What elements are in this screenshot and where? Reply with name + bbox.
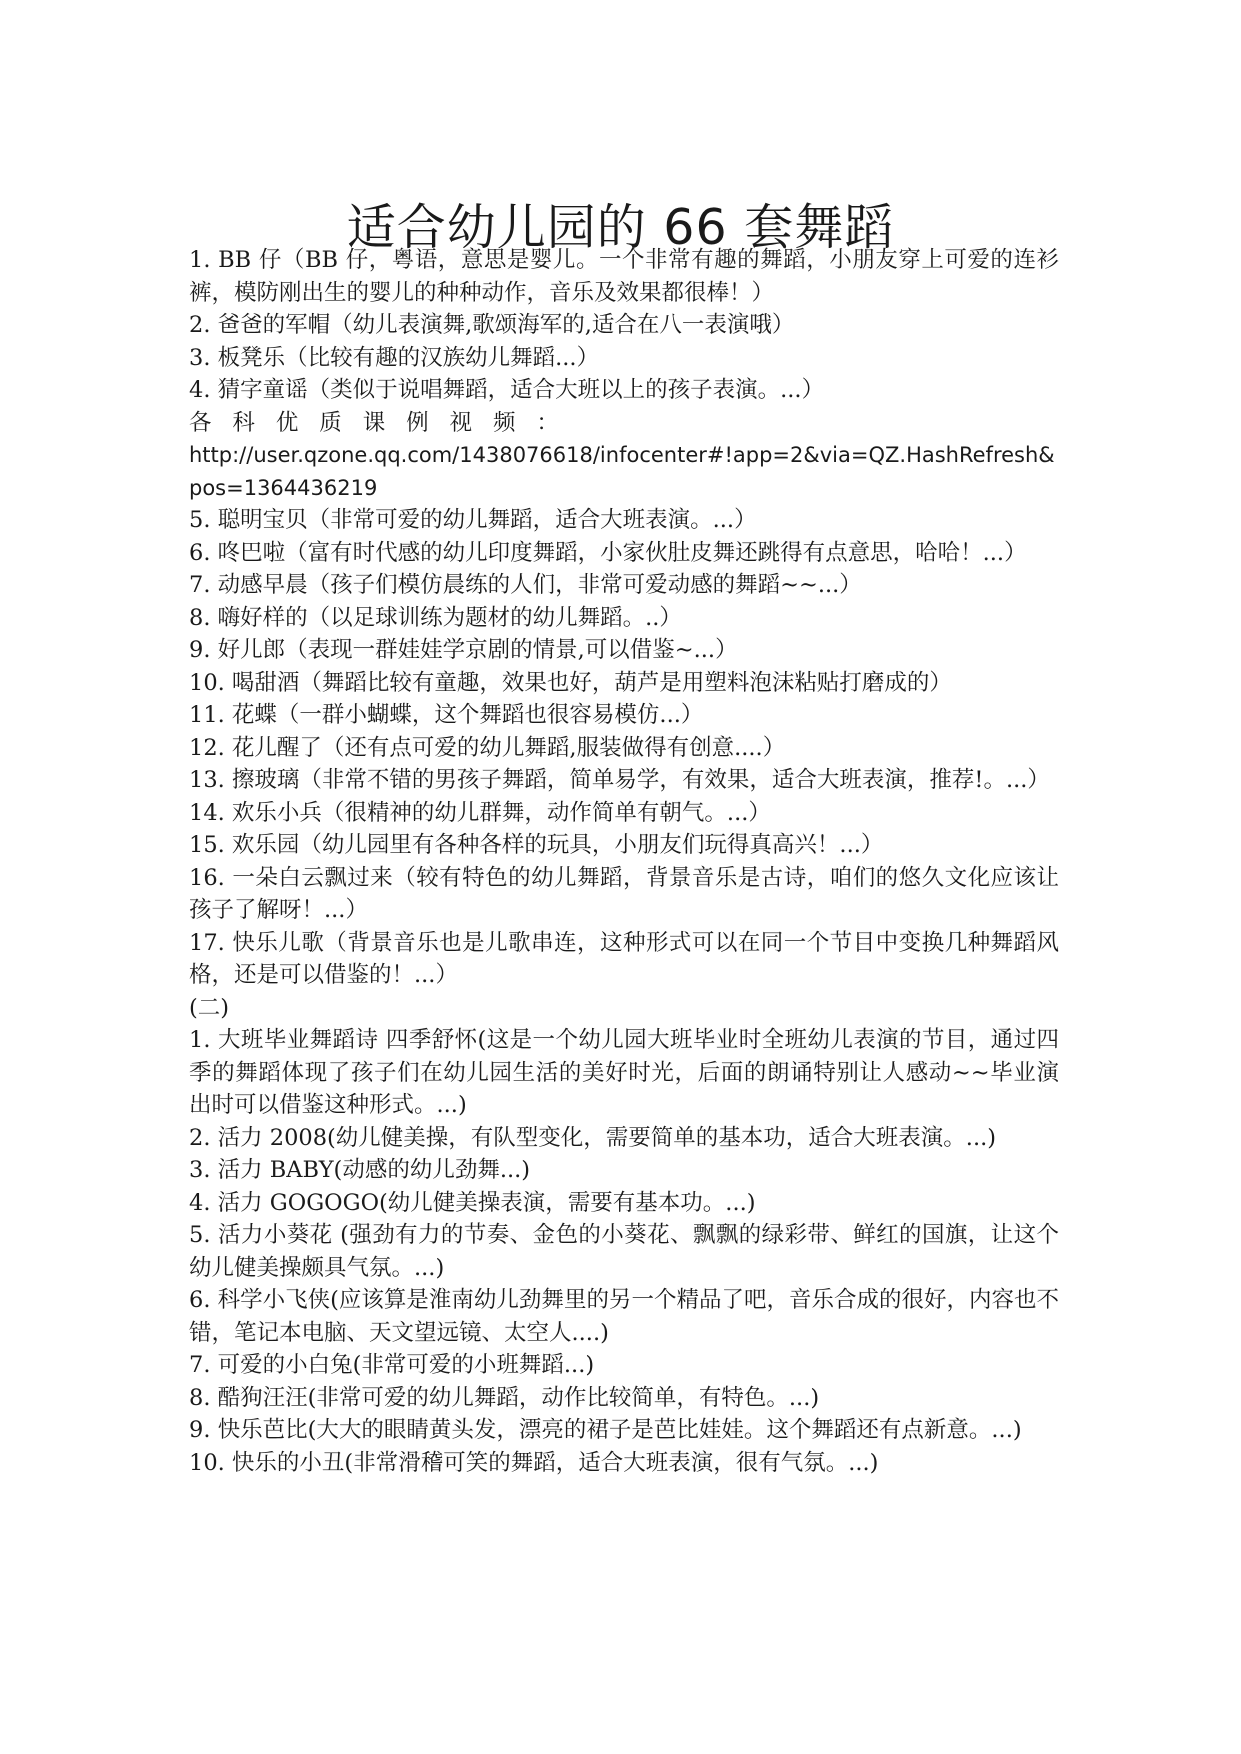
list-item: 4. 猜字童谣（类似于说唱舞蹈，适合大班以上的孩子表演。...） — [189, 377, 825, 403]
list-item: 9. 快乐芭比(大大的眼睛黄头发，漂亮的裙子是芭比娃娃。这个舞蹈还有点新意。...) — [189, 1417, 1022, 1443]
list-item: 7. 动感早晨（孩子们模仿晨练的人们，非常可爱动感的舞蹈~~...） — [189, 572, 862, 598]
list-item: 8. 酷狗汪汪(非常可爱的幼儿舞蹈，动作比较简单，有特色。...) — [189, 1384, 820, 1411]
list-item: 8. 嗨好样的（以足球训练为题材的幼儿舞蹈。..） — [189, 604, 682, 631]
list-item: 1. 大班毕业舞蹈诗 四季舒怀(这是一个幼儿园大班毕业时全班幼儿表演的节目，通过四季的舞蹈体现了孩子们在幼儿园生活的美好时光，后面的朗诵特别让人感动~~毕业演出时可以借鉴这种形式。...) — [189, 1027, 1059, 1118]
list-item: 1. BB 仔（BB 仔，粤语，意思是婴儿。一个非常有趣的舞蹈，小朋友穿上可爱的连衫裤，模防刚出生的婴儿的种种动作，音乐及效果都很棒！） — [189, 247, 1059, 306]
list-item: 3. 板凳乐（比较有趣的汉族幼儿舞蹈...） — [189, 344, 600, 371]
list-item: 10. 快乐的小丑(非常滑稽可笑的舞蹈，适合大班表演，很有气氛。...) — [189, 1449, 879, 1476]
video-label-char: 各 — [189, 409, 212, 436]
list-item: 4. 活力 GOGOGO(幼儿健美操表演，需要有基本功。...) — [189, 1189, 756, 1216]
list-item: 9. 好儿郎（表现一群娃娃学京剧的情景,可以借鉴~...） — [189, 637, 738, 663]
list-item: 16. 一朵白云飘过来（较有特色的幼儿舞蹈，背景音乐是古诗，咱们的悠久文化应该让孩子了解呀！...） — [189, 864, 1059, 923]
list-item: 12. 花儿醒了（还有点可爱的幼儿舞蹈,服装做得有创意....） — [189, 734, 786, 761]
list-item: 3. 活力 BABY(动感的幼儿劲舞...) — [189, 1157, 531, 1183]
video-label-char: ： — [536, 409, 559, 436]
list-item: 15. 欢乐园（幼儿园里有各种各样的玩具，小朋友们玩得真高兴！...） — [189, 832, 884, 858]
list-item: 14. 欢乐小兵（很精神的幼儿群舞，动作简单有朝气。...） — [189, 799, 771, 826]
list-item: 11. 花蝶（一群小蝴蝶，这个舞蹈也很容易模仿...） — [189, 702, 704, 728]
video-url[interactable]: http://user.qzone.qq.com/1438076618/infocenter#!app=2&via=QZ.HashRefresh&pos=1364436219 — [189, 443, 1055, 500]
video-label-char: 优 — [275, 409, 299, 436]
list-item: 7. 可爱的小白兔(非常可爱的小班舞蹈...) — [189, 1352, 595, 1378]
list-item: 2. 活力 2008(幼儿健美操，有队型变化，需要简单的基本功，适合大班表演。...) — [189, 1124, 997, 1151]
list-item: 6. 科学小飞侠(应该算是淮南幼儿劲舞里的另一个精品了吧，音乐合成的很好，内容也不错，笔记本电脑、天文望远镜、太空人....) — [189, 1287, 1059, 1346]
document-title: 适合幼儿园的 66 套舞蹈 — [346, 198, 895, 256]
list-item: 2. 爸爸的军帽（幼儿表演舞,歌颂海军的,适合在八一表演哦） — [189, 312, 795, 338]
video-label-char: 视 — [449, 409, 473, 436]
video-label-char: 频 — [492, 409, 516, 436]
video-label-char: 质 — [319, 409, 342, 436]
list-item: (二) — [189, 994, 230, 1021]
video-label-char: 课 — [362, 409, 386, 436]
video-label — [189, 407, 559, 440]
list-item: 5. 活力小葵花 (强劲有力的节奏、金色的小葵花、飘飘的绿彩带、鲜红的国旗，让这个幼儿健美操颇具气氛。...) — [189, 1222, 1059, 1281]
video-label-char: 例 — [406, 409, 429, 436]
list-item: 17. 快乐儿歌（背景音乐也是儿歌串连，这种形式可以在同一个节目中变换几种舞蹈风格，还是可以借鉴的！...） — [189, 929, 1059, 988]
document-body — [189, 244, 1059, 1479]
list-item: 5. 聪明宝贝（非常可爱的幼儿舞蹈，适合大班表演。...） — [189, 507, 757, 533]
list-item: 6. 咚巴啦（富有时代感的幼儿印度舞蹈，小家伙肚皮舞还跳得有点意思，哈哈！...） — [189, 539, 1027, 566]
video-label-char: 科 — [232, 409, 255, 436]
dance-list — [189, 504, 1059, 1479]
list-item: 13. 擦玻璃（非常不错的男孩子舞蹈，简单易学，有效果，适合大班表演，推荐!。...） — [189, 767, 1050, 793]
list-item: 10. 喝甜酒（舞蹈比较有童趣，效果也好，葫芦是用塑料泡沫粘贴打磨成的） — [189, 669, 952, 696]
